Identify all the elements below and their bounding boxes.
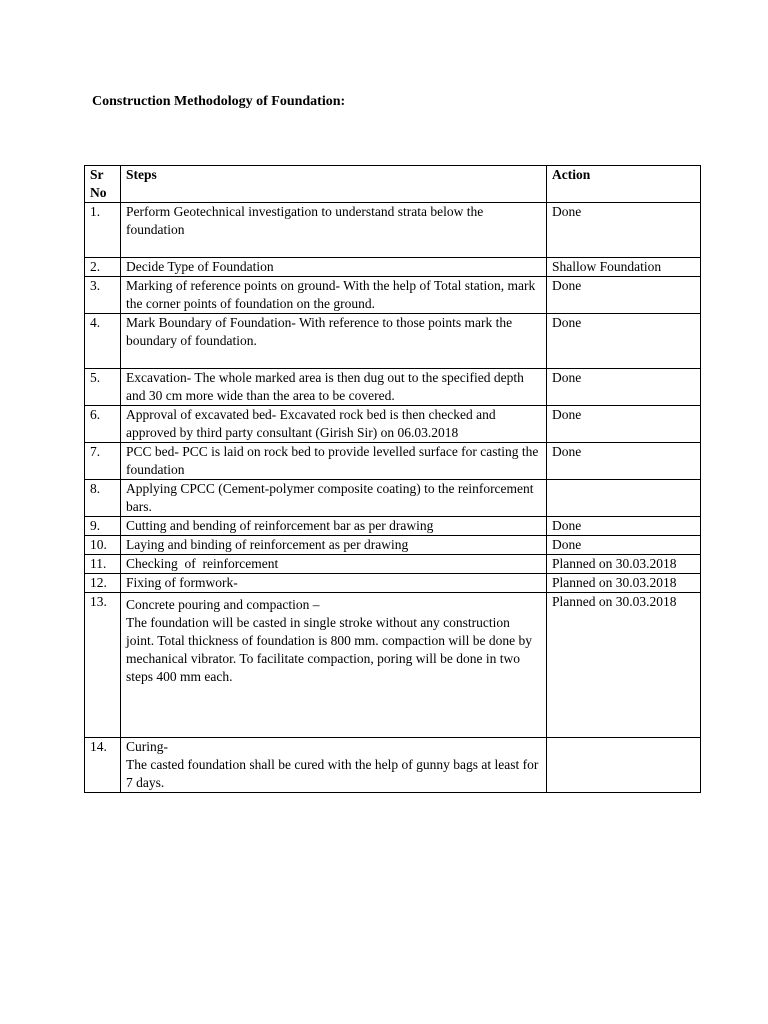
table-row: [85, 738, 701, 793]
table-row: [85, 536, 701, 555]
row-action: Done: [547, 536, 701, 555]
table-row: [85, 314, 701, 369]
row-step: Mark Boundary of Foundation- With reference to those points mark the boundary of foundation.: [121, 314, 547, 369]
row-action: [547, 480, 701, 517]
row-sr: 12.: [85, 574, 121, 593]
table-row: [85, 369, 701, 406]
row-step: Decide Type of Foundation: [121, 258, 547, 277]
row-action: [547, 738, 701, 793]
methodology-table: [84, 165, 701, 793]
row-action: Done: [547, 406, 701, 443]
row-sr: 10.: [85, 536, 121, 555]
row-action: Planned on 30.03.2018: [547, 574, 701, 593]
table-row: [85, 258, 701, 277]
row-step: [121, 593, 547, 738]
table-row: [85, 277, 701, 314]
row-sr: 8.: [85, 480, 121, 517]
header-steps: Steps: [121, 166, 547, 203]
table-row: [85, 574, 701, 593]
header-action: Action: [547, 166, 701, 203]
table-row: [85, 443, 701, 480]
row-sr: 13.: [85, 593, 121, 738]
table-row: [85, 480, 701, 517]
row-step: Cutting and bending of reinforcement bar as per drawing: [121, 517, 547, 536]
row-step: [121, 738, 547, 793]
table-row: [85, 555, 701, 574]
row-sr: 14.: [85, 738, 121, 793]
row-sr: 4.: [85, 314, 121, 369]
row-step: Checking of reinforcement: [121, 555, 547, 574]
row-sr: 9.: [85, 517, 121, 536]
row-step: PCC bed- PCC is laid on rock bed to provide levelled surface for casting the foundation: [121, 443, 547, 480]
document-title: Construction Methodology of Foundation:: [92, 94, 346, 109]
row-action: Planned on 30.03.2018: [547, 555, 701, 574]
row-sr: 11.: [85, 555, 121, 574]
row-step-detail: The casted foundation shall be cured with the help of gunny bags at least for 7 days.: [126, 757, 539, 790]
row-action: Done: [547, 369, 701, 406]
row-step: Marking of reference points on ground- With the help of Total station, mark the corner points of foundation on the ground.: [121, 277, 547, 314]
row-sr: 3.: [85, 277, 121, 314]
row-step: Perform Geotechnical investigation to understand strata below the foundation: [121, 203, 547, 258]
table-row: [85, 406, 701, 443]
row-step: Excavation- The whole marked area is then dug out to the specified depth and 30 cm more wide than the area to be covered.: [121, 369, 547, 406]
row-action: Done: [547, 314, 701, 369]
row-action: Done: [547, 517, 701, 536]
row-step: Laying and binding of reinforcement as per drawing: [121, 536, 547, 555]
header-sr-no: Sr No: [85, 166, 121, 203]
row-action: Planned on 30.03.2018: [547, 593, 701, 738]
row-step: Approval of excavated bed- Excavated rock bed is then checked and approved by third party consultant (Girish Sir) on 06.03.2018: [121, 406, 547, 443]
row-sr: 5.: [85, 369, 121, 406]
row-step: Applying CPCC (Cement-polymer composite coating) to the reinforcement bars.: [121, 480, 547, 517]
row-step-heading: Curing-: [126, 739, 168, 754]
table-row: [85, 517, 701, 536]
row-sr: 6.: [85, 406, 121, 443]
row-sr: 1.: [85, 203, 121, 258]
row-action: Done: [547, 277, 701, 314]
table-row: [85, 203, 701, 258]
row-action: Done: [547, 203, 701, 258]
row-step: Fixing of formwork-: [121, 574, 547, 593]
table-header-row: [85, 166, 701, 203]
table-row: [85, 593, 701, 738]
row-step-heading: Concrete pouring and compaction –: [126, 597, 320, 612]
row-action: Shallow Foundation: [547, 258, 701, 277]
row-sr: 2.: [85, 258, 121, 277]
row-sr: 7.: [85, 443, 121, 480]
row-action: Done: [547, 443, 701, 480]
row-step-detail: The foundation will be casted in single stroke without any construction joint. Total thickness of foundation is 800 mm. compaction will be done by mechanical vibrator. To facilitate compaction, poring will be done in two steps 400 mm each.: [126, 615, 533, 684]
